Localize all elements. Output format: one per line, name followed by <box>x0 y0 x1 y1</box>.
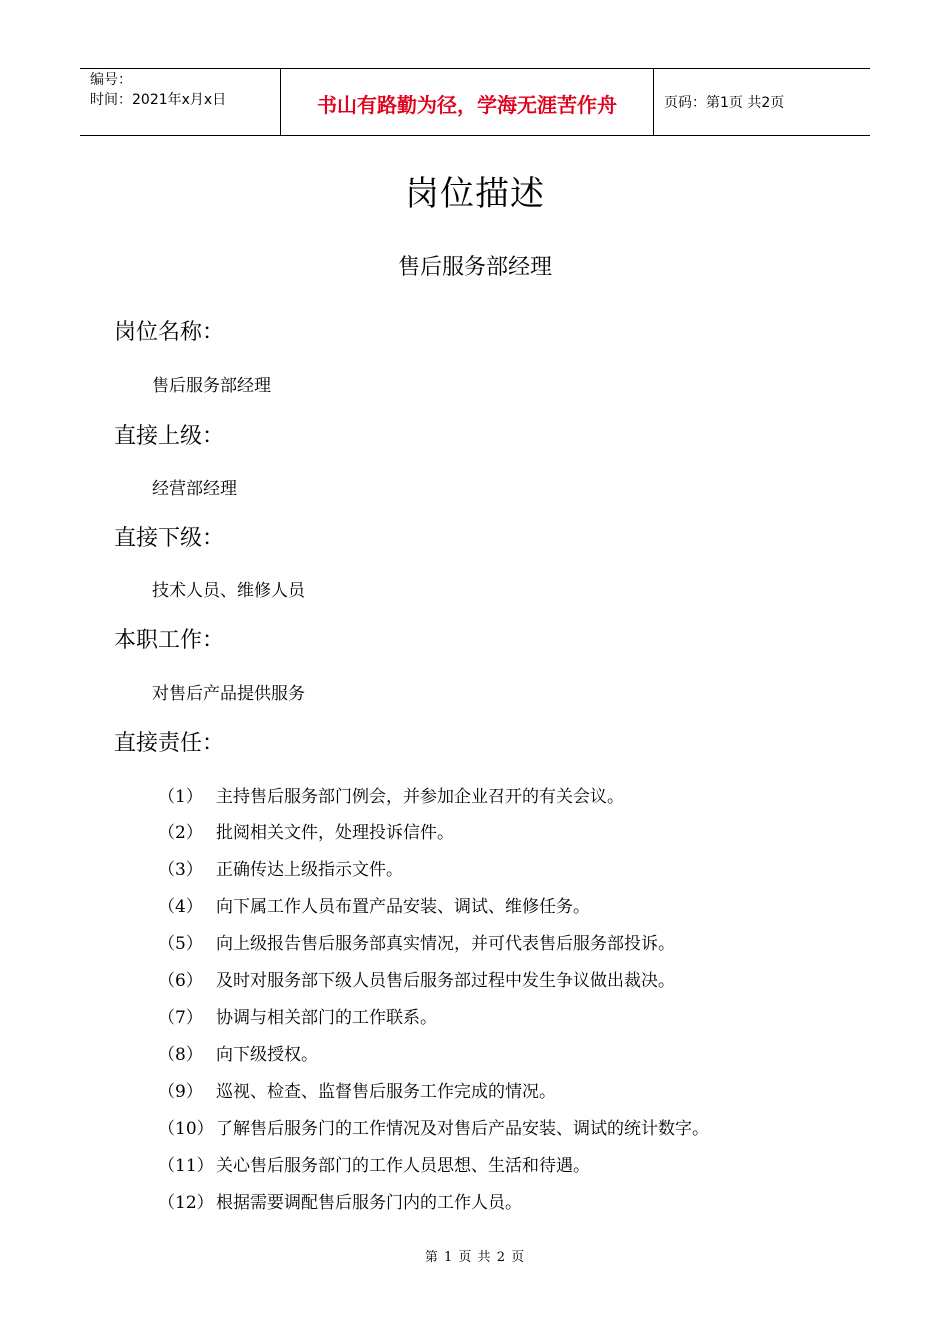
duty-item <box>158 1003 437 1028</box>
page-header <box>80 68 870 136</box>
job-heading: 本职工作： <box>114 628 225 653</box>
duty-number: （11） <box>158 1156 214 1176</box>
duty-text: 向下级授权。 <box>216 1045 318 1065</box>
duty-item <box>158 855 403 880</box>
duty-text: 了解售后服务门的工作情况及对售后产品安装、调试的统计数字。 <box>216 1119 709 1139</box>
duty-number: （3） <box>158 860 203 880</box>
duty-text: 关心售后服务部门的工作人员思想、生活和待遇。 <box>216 1156 590 1176</box>
duty-number: （2） <box>158 823 203 843</box>
duty-text: 协调与相关部门的工作联系。 <box>216 1008 437 1028</box>
duties-heading: 直接责任： <box>114 731 225 756</box>
duty-item <box>158 1188 522 1213</box>
duty-text: 批阅相关文件，处理投诉信件。 <box>216 823 454 843</box>
duty-text: 及时对服务部下级人员售后服务部过程中发生争议做出裁决。 <box>216 971 675 991</box>
page-footer: 第 1 页 共 2 页 <box>424 1250 526 1265</box>
position-name-heading: 岗位名称： <box>114 320 225 345</box>
document-subtitle: 售后服务部经理 <box>397 255 552 280</box>
duty-item <box>158 1151 590 1176</box>
duty-text: 根据需要调配售后服务门内的工作人员。 <box>216 1193 522 1213</box>
duty-text: 主持售后服务部门例会，并参加企业召开的有关会议。 <box>216 787 624 807</box>
duty-item <box>158 1040 318 1065</box>
duty-number: （10） <box>158 1119 214 1139</box>
job-value: 对售后产品提供服务 <box>152 684 305 704</box>
duty-item <box>158 818 454 843</box>
duty-item <box>158 966 675 991</box>
duty-text: 向下属工作人员布置产品安装、调试、维修任务。 <box>216 897 590 917</box>
duty-item <box>158 892 590 917</box>
superior-value: 经营部经理 <box>152 479 237 499</box>
duty-number: （5） <box>158 934 203 954</box>
duty-text: 巡视、检查、监督售后服务工作完成的情况。 <box>216 1082 556 1102</box>
duty-number: （9） <box>158 1082 203 1102</box>
header-meta <box>80 69 281 135</box>
time-label: 时间：2021年x月x日 <box>90 92 227 108</box>
duty-number: （1） <box>158 787 203 807</box>
superior-heading: 直接上级： <box>114 424 225 449</box>
duty-number: （7） <box>158 1008 203 1028</box>
duty-number: （6） <box>158 971 203 991</box>
duty-item <box>158 1077 556 1102</box>
duty-number: （12） <box>158 1193 214 1213</box>
header-motto: 书山有路勤为径，学海无涯苦作舟 <box>281 69 654 135</box>
duty-number: （4） <box>158 897 203 917</box>
number-label: 编号： <box>90 72 132 88</box>
duty-text: 正确传达上级指示文件。 <box>216 860 403 880</box>
document-title: 岗位描述 <box>405 174 545 214</box>
subordinate-heading: 直接下级： <box>114 526 225 551</box>
duty-item <box>158 1114 709 1139</box>
duty-text: 向上级报告售后服务部真实情况，并可代表售后服务部投诉。 <box>216 934 675 954</box>
duty-item <box>158 929 675 954</box>
header-page-info: 页码：第1页 共2页 <box>664 95 785 111</box>
duty-number: （8） <box>158 1045 203 1065</box>
duty-item <box>158 782 624 807</box>
position-name-value: 售后服务部经理 <box>152 376 271 396</box>
subordinate-value: 技术人员、维修人员 <box>152 581 305 601</box>
